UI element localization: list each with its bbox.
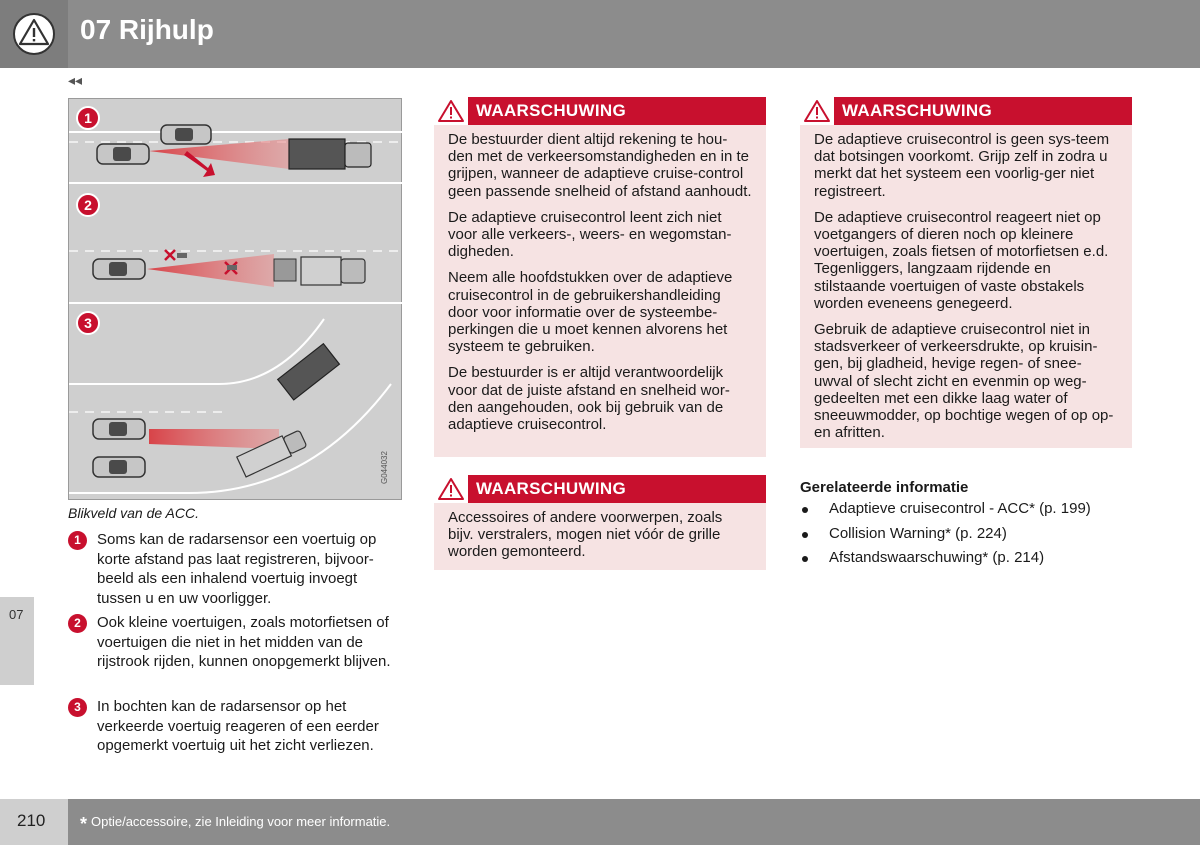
legend-item <box>68 697 404 756</box>
scene-3 <box>69 312 391 493</box>
acc-field-of-view-figure <box>68 98 402 500</box>
warning-title: WAARSCHUWING <box>476 101 626 120</box>
warning-paragraph: De bestuurder dient altijd rekening te hou-den met de verkeersomstandigheden en in te grijpen, wanneer de adaptieve cruise-control geen passende snelheid of afstand aanhoudt. <box>448 131 752 200</box>
warning-header <box>434 475 766 503</box>
legend-item <box>68 613 404 672</box>
page-number-box <box>0 799 68 845</box>
warning-paragraph: Neem alle hoofdstukken over de adaptieve cruisecontrol in de gebruikershandleiding door voor informatie over de systeembe-perkingen die u moet kennen alvorens het systeem te gebruiken. <box>448 269 733 356</box>
chapter-side-tab-label: 07 <box>9 607 24 622</box>
back-nav-icon[interactable]: ◂◂ <box>68 72 83 88</box>
warning-body <box>800 125 1132 449</box>
acc-diagram <box>69 99 403 501</box>
legend-item <box>68 530 404 608</box>
related-link[interactable]: Adaptieve cruisecontrol - ACC* (p. 199) <box>800 500 1091 525</box>
chapter-title: 07 Rijhulp <box>80 14 214 45</box>
legend-text: Soms kan de radarsensor een voertuig op korte afstand pas laat registreren, bijvoor-beeld als een inhalend voertuig invoegt tussen u en uw voorligger. <box>97 531 377 607</box>
warning-title: WAARSCHUWING <box>842 101 992 120</box>
legend-text: In bochten kan de radarsensor op het verkeerde voertuig reageren of een eerder opgemerkt voertuig uit het zicht verliezen. <box>97 698 379 754</box>
footer-note-text: Optie/accessoire, zie Inleiding voor meer informatie. <box>91 814 391 829</box>
motorcycle-2 <box>274 259 296 281</box>
related-info-list <box>800 500 1091 574</box>
warning-paragraph: De adaptieve cruisecontrol leent zich niet voor alle verkeers-, weers- en wegomstan-digheden. <box>448 208 732 261</box>
truck-curve-3 <box>278 344 340 400</box>
truck-2 <box>301 257 365 285</box>
header-icon-box <box>0 0 68 68</box>
related-info-title: Gerelateerde informatie <box>800 479 969 496</box>
scene-2 <box>69 194 403 303</box>
warning-title: WAARSCHUWING <box>476 479 626 498</box>
warning-triangle-icon <box>434 97 468 125</box>
legend-number: 2 <box>68 614 87 633</box>
warning-body <box>434 125 766 441</box>
warning-paragraph: De adaptieve cruisecontrol reageert niet op voetgangers of dieren noch op kleinere voertuigen, zoals fietsen of motorfietsen e.d. Tegenliggers, langzaam rijdende en stilstaande voertuigen of vaste obstakels worden eveneens genegeerd. <box>814 208 1109 312</box>
figure-marker-3: 3 <box>84 315 92 331</box>
legend-number: 1 <box>68 531 87 550</box>
scene-1 <box>69 107 403 183</box>
warning-header <box>800 97 1132 125</box>
page-header <box>0 0 1200 68</box>
warning-box <box>800 97 1132 448</box>
related-link[interactable]: Collision Warning* (p. 224) <box>800 525 1091 550</box>
warning-triangle-icon <box>434 475 468 503</box>
warning-paragraph: De bestuurder is er altijd verantwoordelijk voor dat de juiste afstand en snelheid wor-den aangehouden, ook bij gebruik van de adaptieve cruisecontrol. <box>448 364 730 434</box>
legend-number: 3 <box>68 698 87 717</box>
figure-marker-2: 2 <box>84 197 92 213</box>
warning-paragraph: De adaptieve cruisecontrol is geen sys-teem dat botsingen voorkomt. Grijp zelf in zodra u merkt dat het systeem een voorlig-ger niet registreert. <box>814 131 1110 200</box>
page-footer <box>0 799 1200 845</box>
car-own-2 <box>93 259 145 279</box>
page-number: 210 <box>17 811 46 830</box>
warning-triangle-icon <box>0 0 68 68</box>
warning-box <box>434 97 766 457</box>
footer-note <box>80 814 390 835</box>
chapter-side-tab <box>0 597 34 685</box>
car-own-1 <box>97 144 149 164</box>
truck-1 <box>289 139 371 169</box>
warning-paragraph: Accessoires of andere voorwerpen, zoals bijv. verstralers, mogen niet vóór de grille worden gemonteerd. <box>448 509 723 561</box>
image-code: G044032 <box>380 451 389 484</box>
figure-caption: Blikveld van de ACC. <box>68 505 199 521</box>
related-link[interactable]: Afstandswaarschuwing* (p. 214) <box>800 549 1091 574</box>
figure-marker-1: 1 <box>84 110 92 126</box>
warning-box <box>434 475 766 570</box>
warning-header <box>434 97 766 125</box>
warning-paragraph: Gebruik de adaptieve cruisecontrol niet in stadsverkeer of verkeersdrukte, op kruisin-gen, bij gladheid, hevige regen- of snee-uwval of slecht zicht en evenmin op weg-gedeelten met een dikke laag water of sneeuwmodder, op bochtige wegen of op op- en afritten. <box>814 321 1114 442</box>
asterisk-mark: * <box>80 814 88 834</box>
car-behind-3 <box>93 457 145 477</box>
warning-triangle-icon <box>800 97 834 125</box>
legend-text: Ook kleine voertuigen, zoals motorfietsen of voertuigen die niet in het midden van de rijstrook rijden, kunnen onopgemerkt blijven. <box>97 614 391 670</box>
car-own-3 <box>93 419 145 439</box>
warning-body <box>434 503 766 569</box>
car-merging <box>161 125 211 144</box>
